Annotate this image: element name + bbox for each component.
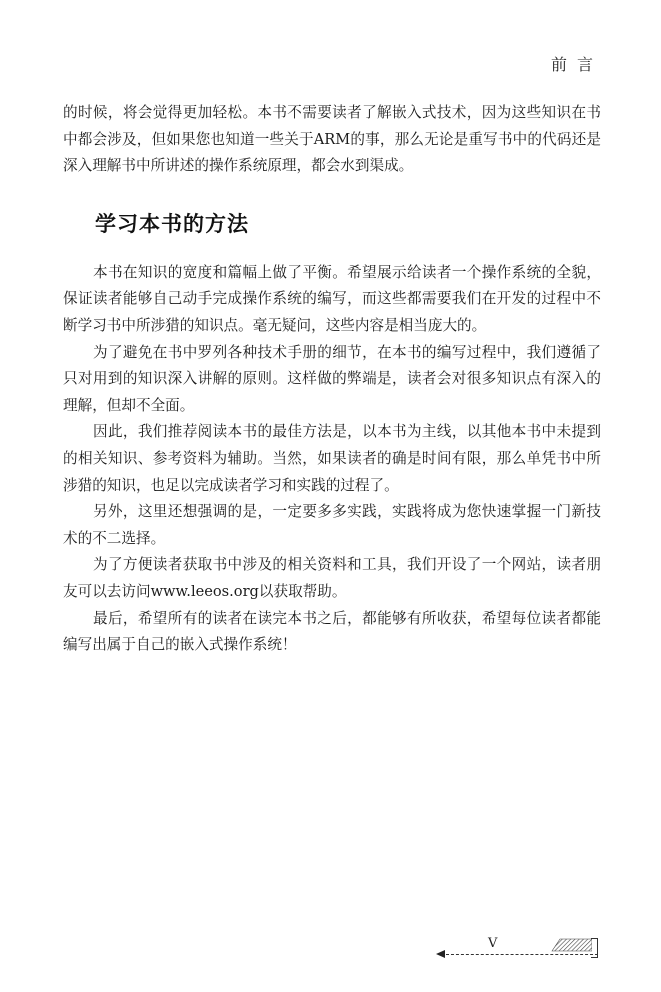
paragraph-practice: 另外，这里还想强调的是，一定要多多实践，实践将成为您快速掌握一门新技术的不二选择。 <box>63 503 601 547</box>
paragraph-website: 为了方便读者获取书中涉及的相关资料和工具，我们开设了一个网站，读者朋友可以去访问www.leeos.org以获取帮助。 <box>63 556 601 600</box>
footer-bracket-icon <box>591 938 598 958</box>
footer-rule <box>446 954 598 955</box>
paragraph-reading-method: 因此，我们推荐阅读本书的最佳方法是，以本书为主线，以其他本书中未提到的相关知识、参考资料为辅助。当然，如果读者的确是时间有限，那么单凭书中所涉猎的知识，也足以完成读者学习和实践的过程了。 <box>63 423 601 494</box>
page-content <box>63 100 601 659</box>
section-heading: 学习本书的方法 <box>95 211 249 236</box>
page-number: V <box>488 936 498 951</box>
page-footer <box>436 934 598 964</box>
footer-ornament-icon <box>546 938 592 952</box>
paragraph-closing: 最后，希望所有的读者在读完本书之后，都能够有所收获，希望每位读者都能编写出属于自己的嵌入式操作系统！ <box>63 609 601 654</box>
arrow-left-icon <box>436 950 445 958</box>
paragraph-continuation: 的时候，将会觉得更加轻松。本书不需要读者了解嵌入式技术，因为这些知识在书中都会涉及，但如果您也知道一些关于ARM的事，那么无论是重写书中的代码还是深入理解书中所讲述的操作系统原理，都会水到渠成。 <box>63 104 601 175</box>
paragraph-principle: 为了避免在书中罗列各种技术手册的细节，在本书的编写过程中，我们遵循了只对用到的知识深入讲解的原则。这样做的弊端是，读者会对很多知识点有深入的理解，但却不全面。 <box>63 343 601 414</box>
running-header: 前言 <box>550 55 603 74</box>
paragraph-balance: 本书在知识的宽度和篇幅上做了平衡。希望展示给读者一个操作系统的全貌，保证读者能够自己动手完成操作系统的编写，而这些都需要我们在开发的过程中不断学习书中所涉猎的知识点。毫无疑问，这些内容是相当庞大的。 <box>63 263 601 334</box>
